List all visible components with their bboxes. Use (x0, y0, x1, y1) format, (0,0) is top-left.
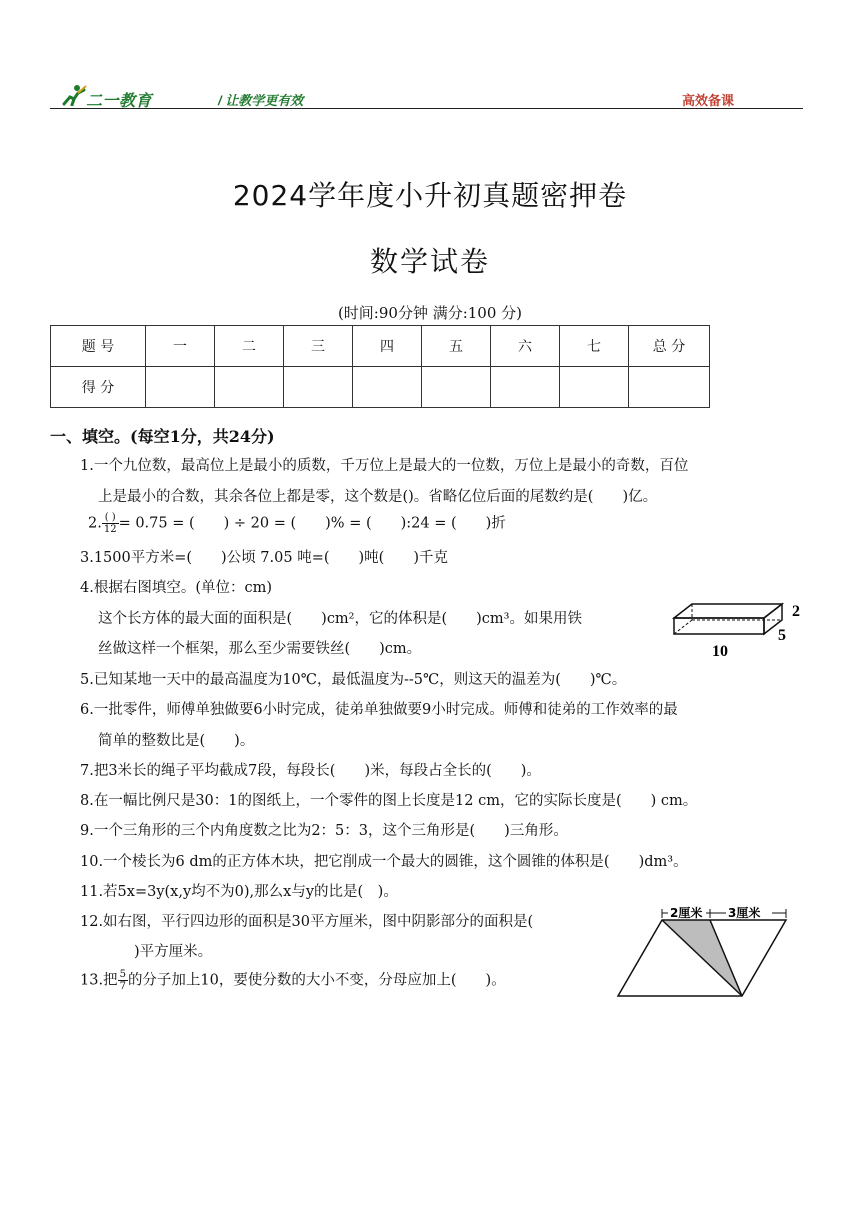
question-2-fraction (102, 512, 119, 535)
parallelogram-figure (614, 902, 804, 1002)
question-1-line-2: 上是最小的合数，其余各位上都是零，这个数是()。省略亿位后面的尾数约是( )亿。 (98, 489, 658, 505)
question-2 (88, 512, 506, 535)
question-13-fraction (118, 969, 128, 992)
score-cell[interactable] (353, 367, 422, 408)
score-col-5: 五 (422, 326, 491, 367)
cuboid-length-label: 10 (712, 643, 728, 660)
section-heading: 一、填空。(每空1分，共24分) (50, 427, 275, 446)
question-4-line-1: 4.根据右图填空。(单位：cm) (80, 580, 273, 596)
question-7: 7.把3米长的绳子平均截成7段，每段长( )米，每段占全长的( )。 (80, 763, 541, 779)
page-subtitle: 数学试卷 (369, 245, 490, 278)
question-10: 10.一个棱长为6 dm的正方体木块，把它削成一个最大的圆锥，这个圆锥的体积是( )dm³。 (80, 854, 688, 870)
logo-text: 二一教育 (86, 93, 153, 110)
fraction-denominator: 7 (119, 981, 126, 992)
question-3: 3.1500平方米=( )公顷 7.05 吨=( )吨( )千克 (80, 550, 448, 566)
fraction-numerator: ( ) (102, 512, 119, 524)
exam-info: (时间:90分钟 满分:100 分) (337, 304, 523, 322)
question-6-line-2: 简单的整数比是( )。 (98, 733, 255, 749)
question-5: 5.已知某地一天中的最高温度为10℃，最低温度为--5℃，则这天的温差为( )℃。 (80, 672, 627, 688)
score-table-header-row (51, 326, 710, 367)
score-cell[interactable] (491, 367, 560, 408)
question-11: 11.若5x=3y(x,y均不为0),那么x与y的比是( )。 (80, 884, 398, 900)
score-col-7: 七 (560, 326, 629, 367)
score-cell[interactable] (422, 367, 491, 408)
question-1-line-1: 1.一个九位数，最高位上是最小的质数，千万位上是最大的一位数，万位上是最小的奇数，百位 (80, 458, 689, 474)
score-col-total: 总 分 (629, 326, 710, 367)
score-col-3: 三 (284, 326, 353, 367)
question-6-line-1: 6.一批零件，师傅单独做要6小时完成，徒弟单独做要9小时完成。师傅和徒弟的工作效率的最 (80, 702, 678, 718)
header-slogan: / 让教学更有效 (218, 93, 304, 108)
question-4-line-2: 这个长方体的最大面的面积是( )cm²，它的体积是( )cm³。如果用铁 (98, 611, 582, 627)
score-cell[interactable] (629, 367, 710, 408)
score-col-1: 一 (146, 326, 215, 367)
question-13 (80, 969, 506, 992)
score-cell[interactable] (560, 367, 629, 408)
parallelogram-right-label: 3厘米 (728, 906, 761, 920)
page-title: 2024学年度小升初真题密押卷 (232, 179, 628, 212)
question-4-line-3: 丝做这样一个框架，那么至少需要铁丝( )cm。 (98, 641, 422, 657)
score-table-score-row (51, 367, 710, 408)
question-13-text: 的分子加上10，要使分数的大小不变，分母应加上( )。 (127, 972, 506, 989)
header-divider (50, 108, 803, 109)
score-col-6: 六 (491, 326, 560, 367)
score-table (50, 325, 710, 408)
score-cell[interactable] (146, 367, 215, 408)
question-12-line-2: )平方厘米。 (134, 944, 213, 960)
score-cell[interactable] (284, 367, 353, 408)
question-9: 9.一个三角形的三个内角度数之比为2：5：3，这个三角形是( )三角形。 (80, 823, 568, 839)
question-13-prefix: 13.把 (80, 972, 118, 989)
question-2-text: = 0.75 = ( ) ÷ 20 = ( )% = ( ):24 = ( )折 (118, 515, 506, 532)
header-right-label: 高效备课 (682, 93, 735, 108)
cuboid-figure (670, 598, 810, 660)
score-col-4: 四 (353, 326, 422, 367)
question-8: 8.在一幅比例尺是30：1的图纸上，一个零件的图上长度是12 cm，它的实际长度是( ) cm。 (80, 793, 698, 809)
parallelogram-left-label: 2厘米 (670, 906, 703, 920)
score-col-2: 二 (215, 326, 284, 367)
fraction-denominator: 12 (103, 524, 117, 535)
question-2-number: 2. (88, 515, 102, 532)
cuboid-height-label: 2 (792, 603, 800, 620)
score-cell[interactable] (215, 367, 284, 408)
fraction-numerator: 5 (119, 969, 126, 980)
runner-logo-icon (60, 84, 88, 106)
score-table-row-label: 题 号 (51, 326, 146, 367)
question-12-line-1: 12.如右图，平行四边形的面积是30平方厘米，图中阴影部分的面积是( (80, 914, 534, 930)
score-table-row-label: 得 分 (51, 367, 146, 408)
cuboid-width-label: 5 (778, 627, 786, 644)
